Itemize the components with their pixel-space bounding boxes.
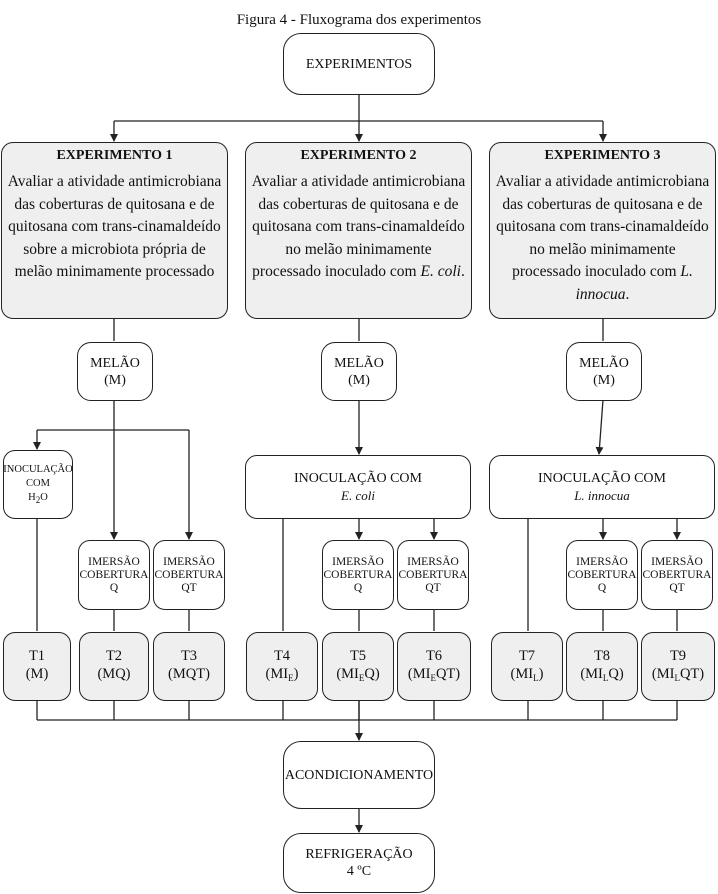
inoculation-ecoli-box: [245, 455, 471, 519]
treatment-code: $(MI_EQT)$: [407, 665, 461, 683]
treatment-name: T6: [425, 647, 443, 664]
melon-box-2: [321, 342, 397, 401]
immersion-qt-box-3: [641, 540, 713, 610]
refrigeration-box: [283, 833, 435, 893]
refrigeration-temp: 4 ºC: [346, 864, 372, 879]
melon-label: MELÃO: [334, 355, 384, 371]
experiment-1-description: Avaliar a atividade antimicrobiana das coberturas de quitosana e de quitosana com trans-cinamaldeído sobre a microbiota própria de melão minimamente processado: [7, 173, 222, 280]
experiment-1-box: [1, 142, 228, 319]
experiment-3-description: Avaliar a atividade antimicrobiana das coberturas de quitosana e de quitosana com trans-cinamaldeído no melão minimamente processado inoculado com L. innocua.: [495, 173, 710, 303]
immersion-line1: IMERSÃO: [163, 555, 215, 568]
immersion-coating: QT: [669, 581, 685, 594]
treatment-t6: [397, 632, 471, 701]
experiment-2-description: Avaliar a atividade antimicrobiana das coberturas de quitosana e de quitosana com trans-cinamaldeído no melão minimamente processado inoculado com E. coli.: [251, 173, 466, 280]
immersion-line1: IMERSÃO: [651, 555, 703, 568]
experiment-2-title: EXPERIMENTO 2: [300, 148, 417, 163]
treatment-name: T2: [105, 647, 123, 664]
treatment-code: $(MI_L)$: [510, 665, 544, 683]
melon-label: MELÃO: [579, 355, 629, 371]
treatment-t8: [566, 632, 638, 701]
immersion-line2: COBERTURA: [398, 568, 468, 581]
inoculation-label: INOCULAÇÃO COM: [294, 471, 422, 486]
immersion-qt-box-1: [153, 540, 225, 610]
treatment-name: T7: [518, 647, 536, 664]
inoculation-organism: E. coli: [341, 488, 375, 503]
melon-box-1: [77, 342, 153, 401]
immersion-coating: QT: [425, 581, 441, 594]
immersion-q-box-3: [566, 540, 638, 610]
immersion-coating: Q: [597, 581, 607, 594]
inoculation-linnocua-box: [489, 455, 715, 519]
melon-code: (M): [104, 372, 126, 388]
experiment-3-box: [489, 142, 716, 319]
treatment-t4: [246, 632, 318, 701]
treatment-code: $(MI_E)$: [265, 665, 299, 683]
experiments-box: [283, 33, 435, 95]
immersion-line1: IMERSÃO: [576, 555, 628, 568]
immersion-q-box-2: [322, 540, 394, 610]
experiment-3-title: EXPERIMENTO 3: [544, 148, 661, 163]
treatment-code: $(MI_LQT)$: [651, 665, 705, 683]
melon-label: MELÃO: [90, 355, 140, 371]
treatment-code: $(MI_LQ)$: [580, 665, 624, 683]
treatment-name: T5: [349, 647, 367, 664]
treatment-name: T4: [273, 647, 291, 664]
inoculation-water-line3: $H_2O$: [28, 491, 48, 505]
treatment-name: T8: [593, 647, 611, 664]
melon-box-3: [566, 342, 642, 401]
experiment-2-box: [245, 142, 472, 319]
melon-code: (M): [593, 372, 615, 388]
treatment-t1: [3, 632, 71, 701]
experiment-3-organism: L. innocua: [575, 263, 693, 303]
inoculation-water-box: [3, 450, 73, 519]
inoculation-label: INOCULAÇÃO COM: [538, 471, 666, 486]
immersion-line2: COBERTURA: [567, 568, 637, 581]
immersion-line1: IMERSÃO: [407, 555, 459, 568]
treatment-name: T9: [669, 647, 687, 664]
treatment-t5: [322, 632, 394, 701]
immersion-line2: COBERTURA: [642, 568, 712, 581]
experiment-1-title: EXPERIMENTO 1: [56, 148, 173, 163]
treatment-name: T3: [180, 647, 198, 664]
immersion-coating: QT: [181, 581, 197, 594]
experiment-2-organism: E. coli: [420, 263, 461, 280]
immersion-q-box-1: [78, 540, 150, 610]
treatment-t3: [153, 632, 225, 701]
treatment-t7: [491, 632, 563, 701]
treatment-name: T1: [28, 647, 46, 664]
immersion-line1: IMERSÃO: [332, 555, 384, 568]
treatment-t9: [641, 632, 715, 701]
treatment-t2: [79, 632, 149, 701]
conditioning-box: [283, 741, 435, 809]
immersion-line1: IMERSÃO: [88, 555, 140, 568]
treatment-code: $(MI_EQ)$: [336, 665, 380, 683]
immersion-qt-box-2: [397, 540, 469, 610]
experiment-2-desc-text: Avaliar a atividade antimicrobiana das coberturas de quitosana e de quitosana com trans-cinamaldeído no melão minimamente processado inoculado com: [251, 173, 466, 280]
conditioning-label: ACONDICIONAMENTO: [284, 767, 434, 783]
treatment-code: (MQT): [168, 665, 210, 682]
figure-caption: Figura 4 - Fluxograma dos experimentos: [236, 12, 482, 28]
immersion-line2: COBERTURA: [323, 568, 393, 581]
treatment-code: (M): [25, 665, 49, 682]
experiments-label: EXPERIMENTOS: [305, 56, 413, 72]
refrigeration-label: REFRIGERAÇÃO: [305, 847, 413, 862]
melon-code: (M): [348, 372, 370, 388]
inoculation-water-line2: COM: [26, 477, 50, 489]
treatment-code: (MQ): [97, 665, 131, 682]
experiment-3-desc-text: Avaliar a atividade antimicrobiana das coberturas de quitosana e de quitosana com trans-cinamaldeído no melão minimamente processado inoculado com: [495, 173, 710, 280]
immersion-coating: Q: [353, 581, 363, 594]
inoculation-water-line1: INOCULAÇÃO: [3, 463, 73, 475]
inoculation-organism: L. innocua: [574, 488, 630, 503]
immersion-line2: COBERTURA: [154, 568, 224, 581]
immersion-line2: COBERTURA: [79, 568, 149, 581]
immersion-coating: Q: [109, 581, 119, 594]
